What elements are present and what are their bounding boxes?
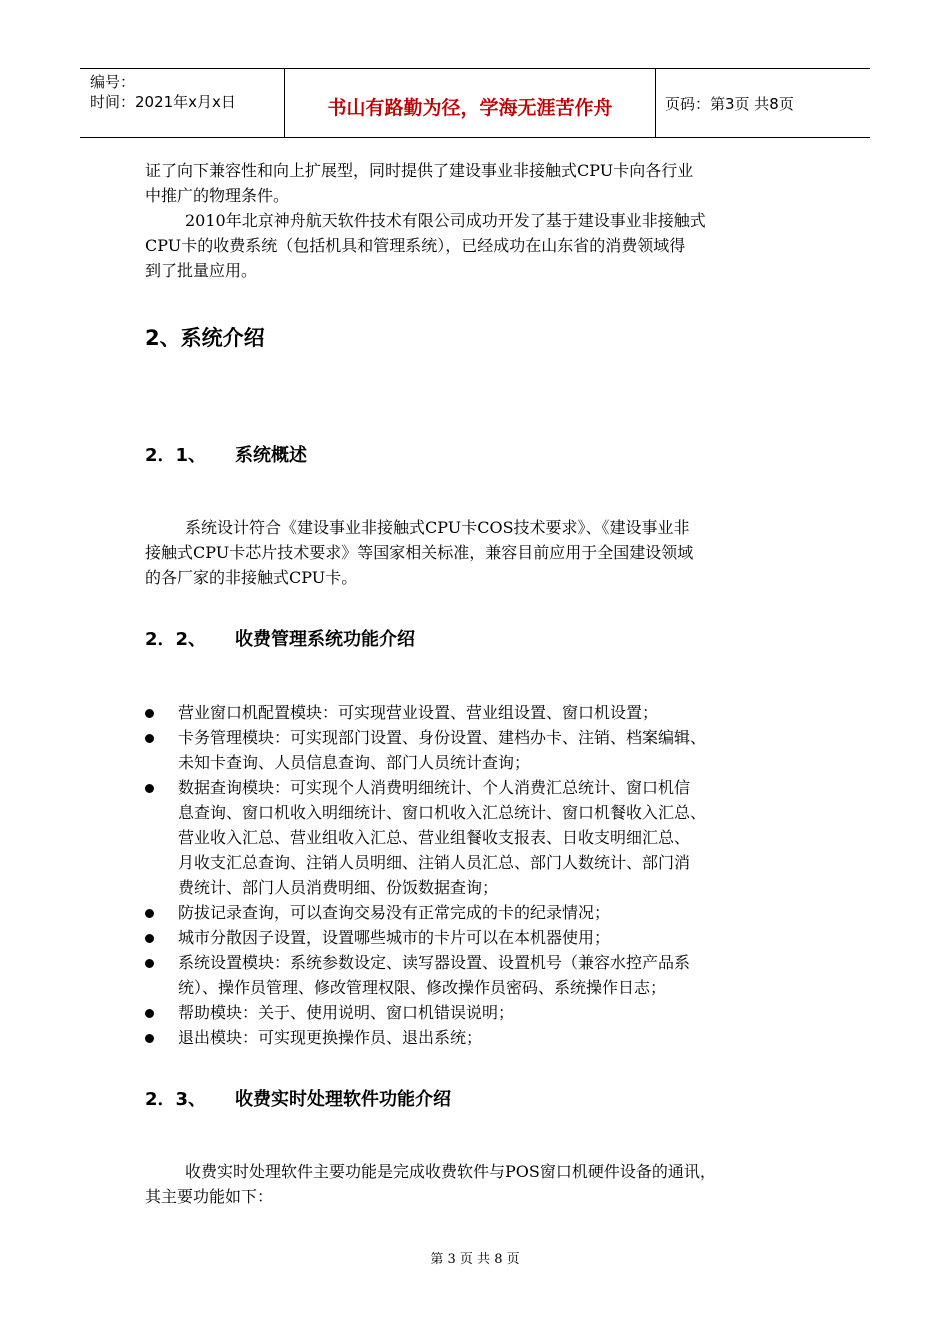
realtime-line: 其主要功能如下： xyxy=(145,1187,274,1206)
header-right-cell xyxy=(655,69,870,137)
bullet-line: 营业收入汇总、营业组收入汇总、营业组餐收支报表、日收支明细汇总、 xyxy=(178,828,691,847)
intro-line: CPU卡的收费系统（包括机具和管理系统），已经成功在山东省的消费领域得 xyxy=(145,236,686,255)
page-footer: 第 3 页 共 8 页 xyxy=(430,1252,520,1267)
bullet-line: 月收支汇总查询、注销人员明细、注销人员汇总、部门人数统计、部门消 xyxy=(178,853,691,872)
bullet-line: 息查询、窗口机收入明细统计、窗口机收入汇总统计、窗口机餐收入汇总、 xyxy=(178,803,707,822)
overview-line: 接触式CPU卡芯片技术要求》等国家相关标准，兼容目前应用于全国建设领域 xyxy=(145,543,694,562)
bullet-line: 数据查询模块：可实现个人消费明细统计、个人消费汇总统计、窗口机信 xyxy=(178,778,691,797)
header-left-cell xyxy=(80,69,284,137)
bullet-line: 退出模块：可实现更换操作员、退出系统； xyxy=(178,1028,483,1047)
bullet-icon xyxy=(145,784,154,793)
header-middle-cell xyxy=(284,69,656,137)
bullet-line: 系统设置模块：系统参数设定、读写器设置、设置机号（兼容水控产品系 xyxy=(178,953,691,972)
bullet-line: 未知卡查询、人员信息查询、部门人员统计查询； xyxy=(178,753,531,772)
header-page-label: 页码：第3页 共8页 xyxy=(665,95,794,113)
bullet-line: 城市分散因子设置，设置哪些城市的卡片可以在本机器使用； xyxy=(178,928,611,947)
document-number-label: 编号： xyxy=(90,73,136,91)
bullet-icon xyxy=(145,734,154,743)
section-number: 2．2、 xyxy=(145,629,207,650)
bullet-icon xyxy=(145,934,154,943)
bullet-icon xyxy=(145,959,154,968)
bullet-icon xyxy=(145,909,154,918)
header-motto: 书山有路勤为径，学海无涯苦作舟 xyxy=(327,97,613,119)
bullet-line: 卡务管理模块：可实现部门设置、身份设置、建档办卡、注销、档案编辑、 xyxy=(178,728,707,747)
intro-line: 到了批量应用。 xyxy=(145,261,258,280)
bullet-icon xyxy=(145,1034,154,1043)
bullet-line: 统）、操作员管理、修改管理权限、修改操作员密码、系统操作日志； xyxy=(178,978,667,997)
document-time-label: 时间：2021年x月x日 xyxy=(90,93,236,111)
bullet-line: 帮助模块：关于、使用说明、窗口机错误说明； xyxy=(178,1003,515,1022)
intro-line: 证了向下兼容性和向上扩展型，同时提供了建设事业非接触式CPU卡向各行业 xyxy=(145,161,694,180)
section-number: 2．3、 xyxy=(145,1089,207,1110)
section-title: 收费管理系统功能介绍 xyxy=(235,629,415,650)
bullet-icon xyxy=(145,1009,154,1018)
bullet-line: 费统计、部门人员消费明细、份饭数据查询； xyxy=(178,878,499,897)
section-title: 系统概述 xyxy=(235,445,307,466)
bullet-icon xyxy=(145,709,154,718)
overview-line: 系统设计符合《建设事业非接触式CPU卡COS技术要求》、《建设事业非 xyxy=(185,518,690,537)
intro-line: 2010年北京神舟航天软件技术有限公司成功开发了基于建设事业非接触式 xyxy=(185,211,706,230)
overview-line: 的各厂家的非接触式CPU卡。 xyxy=(145,568,358,587)
realtime-line: 收费实时处理软件主要功能是完成收费软件与POS窗口机硬件设备的通讯， xyxy=(185,1162,716,1181)
section-number: 2．1、 xyxy=(145,445,207,466)
bullet-line: 防拔记录查询，可以查询交易没有正常完成的卡的纪录情况； xyxy=(178,903,611,922)
section-2-heading: 2、系统介绍 xyxy=(145,326,265,350)
bullet-line: 营业窗口机配置模块：可实现营业设置、营业组设置、窗口机设置； xyxy=(178,703,659,722)
section-title: 收费实时处理软件功能介绍 xyxy=(235,1089,451,1110)
intro-line: 中推广的物理条件。 xyxy=(145,186,290,205)
page-header xyxy=(80,68,870,138)
